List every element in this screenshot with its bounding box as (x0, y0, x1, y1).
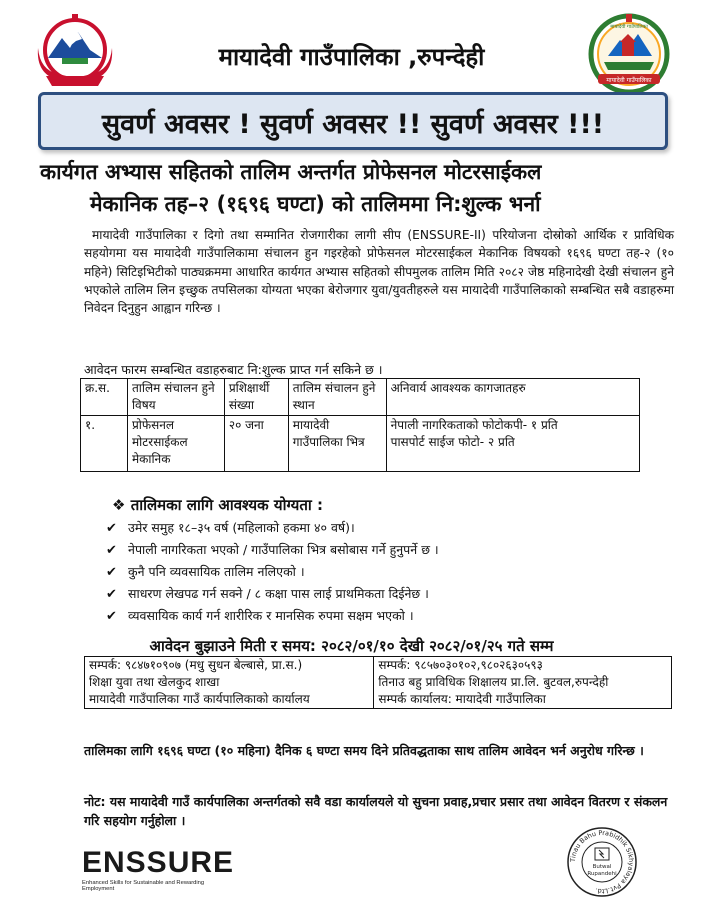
cell-trainees: २० जना (224, 416, 288, 472)
qualification-text: साधरण लेखपढ गर्न सक्ने / ८ कक्षा पास लाई प्राथमिकता दिईनेछ । (128, 586, 429, 601)
check-icon: ✔ (106, 565, 117, 580)
table-row (85, 657, 672, 709)
qualification-text: व्यवसायिक कार्य गर्न शारीरिक र मानसिक रुपमा सक्षम भएको । (128, 608, 414, 623)
contact-left-cell (85, 657, 374, 709)
application-appeal: तालिमका लागि १६९६ घण्टा (१० महिना) दैनिक ६ घण्टा समय दिने प्रतिवद्धताका साथ तालिम आवेदन भर्न अनुरोध गरिन्छ । (84, 743, 644, 758)
diamond-bullet-icon: ❖ (112, 496, 126, 514)
contact-table (84, 656, 672, 709)
header-trainees: प्रशिक्षार्थी संख्या (224, 379, 288, 416)
header-sn: क्र.स. (81, 379, 128, 416)
check-icon: ✔ (106, 609, 117, 624)
intro-paragraph: मायादेवी गाउँपालिका र दिगो तथा सम्मानित रोजगारीका लागी सीप (ENSSURE-II) परियोजना दोस्रोको आर्थिक र प्राविधिक सहयोगमा यस मायादेवी गाउँपालिकामा संचालन हुन गइरहेको प्रोफेसनल मोटरसाईकल मेकानिक विषयको १६९६ घण्टा तह-२ (१० महिने) सिटिइभिटीको पाठ्यक्रममा आधारित कार्यगत अभ्यास सहितको सीपमुलक तालिम मिति २०८२ जेष्ठ महिनादेखी देखी संचालन हुने भएकोले तालिम लिन इच्छुक तपसिलका योग्यता भएका बेरोजगार युवा/युवतीहरुले यस मायादेवी गाउँपालिकाको सम्बन्धित सबै वडाहरुमा निवेदन दिनुहुन आह्वान गरिन्छ । (84, 228, 674, 316)
document-item: नेपाली नागरिकताको फोटोकपी- १ प्रति (390, 418, 558, 432)
training-title-line-2: मेकानिक तह–२ (१६९६ घण्टा) को तालिममा नि:शुल्क भर्ना (90, 192, 541, 216)
application-deadline: आवेदन बुझाउने मिती र समय: २०८२/०१/१० देखी २०८२/०१/२५ गते सम्म (149, 637, 554, 655)
cell-subject: प्रोफेसनल मोटरसाईकल मेकानिक (127, 416, 224, 472)
contact-line: सम्पर्क: ९८४७१०९०७ (मधु सुधन बेल्बासे, प्रा.स.) (89, 658, 303, 672)
enssure-tagline: Enhanced Skills for Sustainable and Rewarding Employment (82, 880, 205, 892)
cell-location: मायादेवी गाउँपालिका भित्र (288, 416, 386, 472)
training-details-table (80, 378, 640, 472)
header-subject: तालिम संचालन हुने विषय (127, 379, 224, 416)
cell-documents (386, 416, 639, 472)
opportunity-banner-text: सुवर्ण अवसर ! सुवर्ण अवसर !! सुवर्ण अवसर !!! (101, 109, 605, 140)
stamp-center-line-2: Rupandehi (587, 871, 617, 877)
contact-right-cell (374, 657, 672, 709)
cell-sn: १. (81, 416, 128, 472)
right-logo-ribbon-text: मायादेवी गाउँपालिका (606, 77, 652, 84)
contact-line: मायादेवी गाउँपालिका गाउँ कार्यपालिकाको कार्यालय (89, 692, 310, 706)
contact-line: तिनाउ बहु प्राविधिक शिक्षालय प्रा.लि. बुटवल,रुपन्देही (378, 675, 609, 689)
training-title-line-1: कार्यगत अभ्यास सहितको तालिम अन्तर्गत प्रोफेसनल मोटरसाईकल (40, 160, 542, 184)
form-availability-note: आवेदन फारम सम्बन्धित वडाहरुबाट नि:शुल्क प्राप्त गर्न सकिने छ । (84, 362, 383, 377)
contact-line: सम्पर्क कार्यालय: मायादेवी गाउँपालिका (378, 692, 546, 706)
list-item (106, 584, 439, 606)
list-item (106, 606, 439, 628)
contact-line: सम्पर्क: ९८५७०३०१०२,९८०२६३०५९३ (378, 658, 543, 672)
table-header-row (81, 379, 640, 416)
table-row (81, 416, 640, 472)
qualifications-list (106, 518, 439, 628)
contact-line: शिक्षा युवा तथा खेलकुद शाखा (89, 675, 220, 689)
enssure-logo (82, 846, 235, 896)
enssure-wordmark: ENSSURE (82, 846, 235, 879)
qualification-text: नेपाली नागरिकता भएको / गाउँपालिका भित्र बसोबास गर्ने हुनुपर्ने छ । (128, 542, 439, 557)
page-header-title: मायादेवी गाउँपालिका ,रुपन्देही (218, 43, 485, 71)
list-item (106, 518, 439, 540)
check-icon: ✔ (106, 587, 117, 602)
check-icon: ✔ (106, 543, 117, 558)
right-logo-top-text: मायादेवी गाउँपालिका (610, 24, 648, 30)
check-icon: ✔ (106, 521, 117, 536)
qualifications-heading-text: तालिमका लागि आवश्यक योग्यता : (130, 496, 324, 514)
list-item (106, 540, 439, 562)
document-item: पासपोर्ट साईज फोटो- २ प्रति (390, 435, 515, 449)
mayadevi-municipality-logo (586, 12, 672, 96)
qualification-text: कुनै पनि व्यवसायिक तालिम नलिएको । (128, 564, 305, 579)
qualification-text: उमेर समुह १८–३५ वर्ष (महिलाको हकमा ४० वर्ष)। (128, 520, 355, 535)
qualifications-heading (112, 495, 323, 515)
institute-seal-stamp (566, 826, 638, 898)
stamp-ring-text: Tinau Bahu Prabidhik Sikhyalaya Pvt.Ltd. (568, 828, 636, 896)
header-documents: अनिवार्य आवश्यक कागजातहरु (386, 379, 639, 416)
stamp-center-line-1: Butwal (592, 864, 612, 870)
list-item (106, 562, 439, 584)
header-location: तालिम संचालन हुने स्थान (288, 379, 386, 416)
distribution-notice: नोट: यस मायादेवी गाउँ कार्यपालिका अन्तर्गतको सवै वडा कार्यालयले यो सुचना प्रवाह,प्रचार प्रसार तथा आवेदन वितरण र संकलन गरि सहयोग गर्नुहोला । (84, 794, 668, 828)
